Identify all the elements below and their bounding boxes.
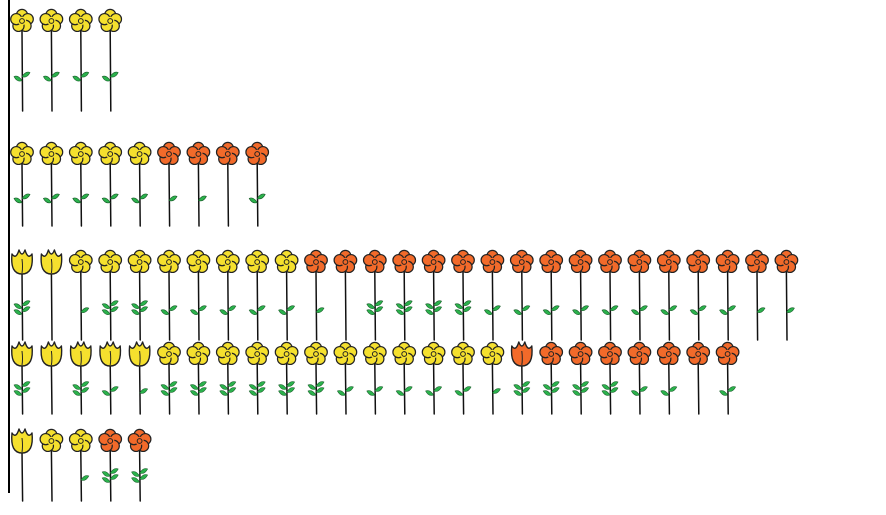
pictogram-orange-flower-row2-7 [187, 142, 210, 226]
pictogram-yellow-flower-row5-3 [69, 429, 92, 501]
pictogram-yellow-flower-row4-11 [305, 342, 328, 414]
pictogram-yellow-flower-row4-7 [187, 342, 210, 414]
pictogram-yellow-flower-row2-5 [128, 142, 151, 226]
pictogram-orange-flower-row3-15 [422, 250, 445, 340]
pictogram-orange-flower-row4-19 [540, 342, 563, 414]
pictogram-yellow-tulip-row3-1 [12, 250, 33, 340]
pictogram-yellow-flower-row4-15 [422, 342, 445, 414]
pictogram-orange-tulip-row4-18 [512, 342, 533, 414]
pictogram-yellow-flower-row5-2 [40, 429, 63, 501]
pictogram-yellow-flower-row3-4 [99, 250, 122, 340]
pictogram-orange-flower-row3-23 [657, 250, 680, 340]
pictogram-orange-flower-row3-25 [716, 250, 739, 340]
pictogram-orange-flower-row3-16 [452, 250, 475, 340]
pictogram-orange-flower-row3-13 [363, 250, 386, 340]
pictogram-yellow-flower-row4-6 [158, 342, 181, 414]
pictogram-orange-flower-row4-22 [628, 342, 651, 414]
pictogram-yellow-flower-row2-4 [99, 142, 122, 226]
pictogram-yellow-tulip-row4-2 [41, 342, 62, 414]
pictogram-orange-flower-row3-19 [540, 250, 563, 340]
pictogram-yellow-flower-row3-8 [216, 250, 239, 340]
pictogram-orange-flower-row4-24 [687, 342, 710, 414]
pictogram-yellow-flower-row3-10 [275, 250, 298, 340]
pictogram-yellow-flower-row1-4 [99, 9, 122, 111]
pictogram-orange-flower-row3-22 [628, 250, 651, 340]
pictogram-orange-flower-row3-24 [687, 250, 710, 340]
pictogram-yellow-flower-row2-3 [69, 142, 92, 226]
pictogram-yellow-flower-row3-5 [128, 250, 151, 340]
pictogram-yellow-flower-row3-6 [158, 250, 181, 340]
pictogram-yellow-tulip-row4-1 [12, 342, 33, 414]
pictogram-yellow-flower-row2-1 [11, 142, 34, 226]
pictogram-yellow-flower-row3-7 [187, 250, 210, 340]
pictogram-yellow-tulip-row3-2 [41, 250, 62, 340]
pictogram-yellow-flower-row4-10 [275, 342, 298, 414]
pictogram-yellow-tulip-row5-1 [12, 429, 33, 501]
pictogram-orange-flower-row3-12 [334, 250, 357, 340]
pictogram-orange-flower-row3-21 [599, 250, 622, 340]
pictogram-yellow-flower-row4-8 [216, 342, 239, 414]
pictogram-yellow-flower-row1-3 [69, 9, 92, 111]
pictogram-orange-flower-row4-25 [716, 342, 739, 414]
pictogram-orange-flower-row5-4 [99, 429, 122, 501]
pictogram-orange-flower-row4-20 [569, 342, 592, 414]
pictogram-yellow-flower-row4-13 [363, 342, 386, 414]
pictogram-yellow-flower-row4-12 [334, 342, 357, 414]
pictogram-orange-flower-row2-8 [216, 142, 239, 226]
pictogram-orange-flower-row5-5 [128, 429, 151, 501]
pictogram-yellow-flower-row2-2 [40, 142, 63, 226]
pictogram-yellow-flower-row1-1 [11, 9, 34, 111]
pictogram-yellow-flower-row1-2 [40, 9, 63, 111]
pictogram-yellow-tulip-row4-5 [129, 342, 150, 414]
pictogram-orange-flower-row3-18 [510, 250, 533, 340]
pictogram-yellow-flower-row4-14 [393, 342, 416, 414]
pictogram-orange-flower-row2-6 [158, 142, 181, 226]
pictogram-orange-flower-row3-14 [393, 250, 416, 340]
pictogram-yellow-flower-row4-17 [481, 342, 504, 414]
pictogram-yellow-flower-row3-3 [69, 250, 92, 340]
pictogram-orange-flower-row3-17 [481, 250, 504, 340]
pictogram-yellow-flower-row4-9 [246, 342, 269, 414]
pictogram-yellow-tulip-row4-4 [100, 342, 121, 414]
pictogram-orange-flower-row3-27 [775, 250, 798, 340]
pictogram-yellow-flower-row4-16 [452, 342, 475, 414]
pictogram-orange-flower-row4-23 [657, 342, 680, 414]
pictogram-orange-flower-row3-26 [746, 250, 769, 340]
pictogram-orange-flower-row3-20 [569, 250, 592, 340]
pictogram-yellow-tulip-row4-3 [71, 342, 92, 414]
pictogram-orange-flower-row4-21 [599, 342, 622, 414]
pictogram-orange-flower-row3-11 [305, 250, 328, 340]
pictogram-orange-flower-row2-9 [246, 142, 269, 226]
pictogram-yellow-flower-row3-9 [246, 250, 269, 340]
